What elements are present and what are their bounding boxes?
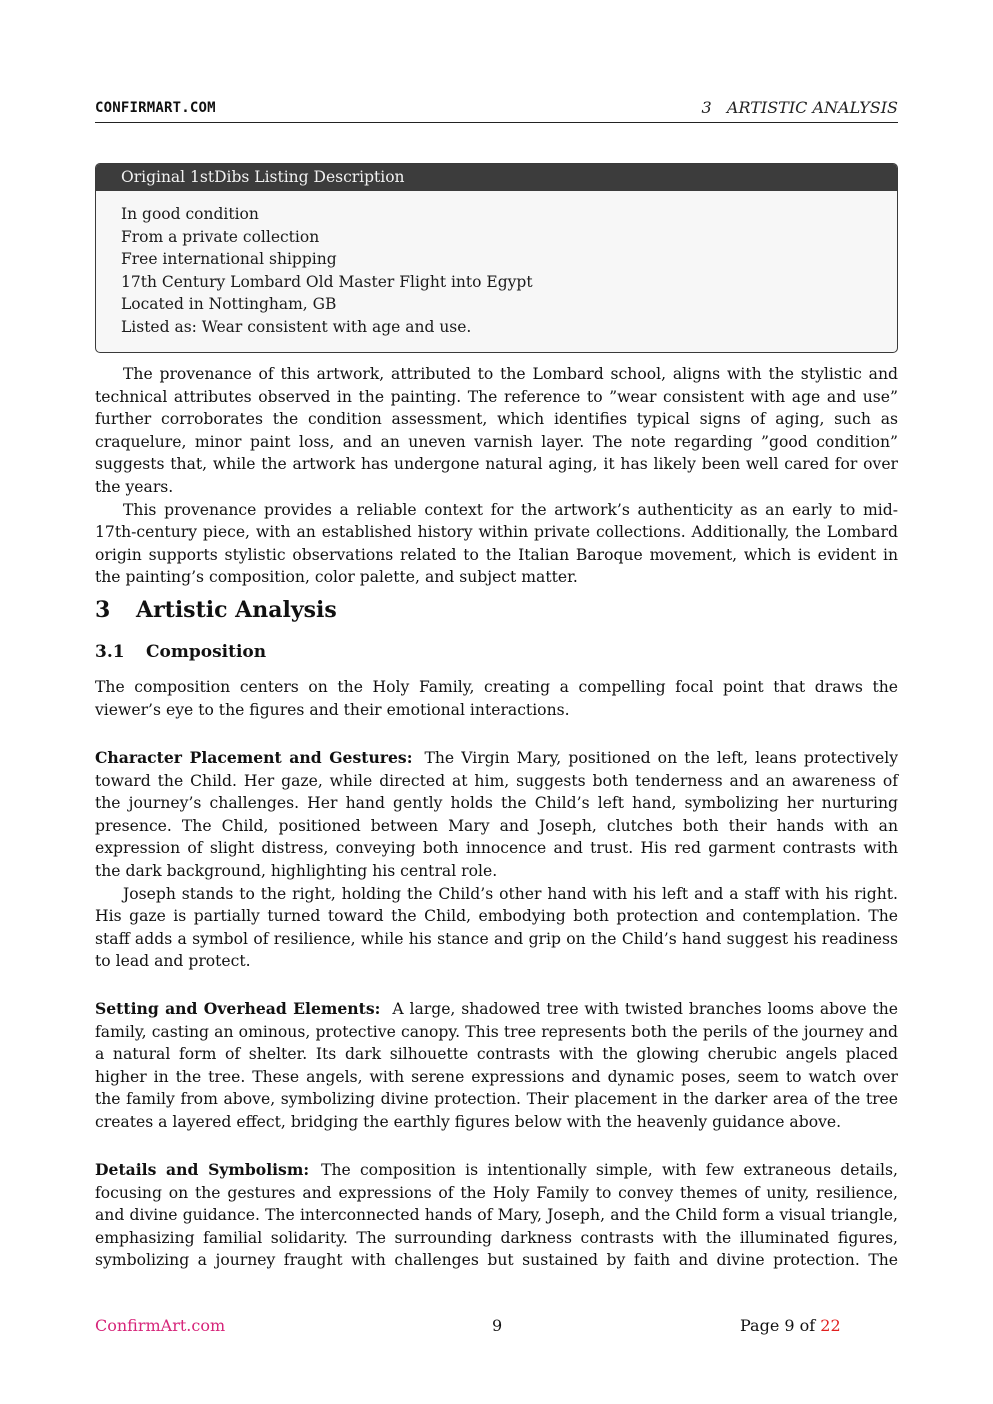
footer-page-number: 9	[492, 1316, 503, 1335]
subsection-heading	[95, 642, 266, 662]
listing-item: Located in Nottingham, GB	[121, 295, 337, 314]
character-lead: Character Placement and Gestures:	[95, 748, 413, 767]
setting-paragraph	[95, 998, 898, 1134]
footer-site-link[interactable]: ConfirmArt.com	[95, 1316, 226, 1335]
subsection-number: 3.1	[95, 642, 125, 662]
details-text: The composition is intentionally simple, with few extraneous details, focusing on the gestures and expressions of the Holy Family to convey themes of unity, resilience, and divine guidance. The interconnected hands of Mary, Joseph, and the Child form a visual triangle, emphasizing familial solidarity. The surrounding darkness contrasts with the illuminated figures, symbolizing a journey fraught with challenges but sustained by faith and divine protection. The	[95, 1161, 898, 1270]
header-section-title: 3 ARTISTIC ANALYSIS	[701, 98, 898, 117]
running-header	[95, 98, 898, 123]
document-page	[95, 0, 898, 1404]
details-paragraph	[95, 1159, 898, 1272]
section-title: Artistic Analysis	[136, 597, 337, 623]
footer-page-total[interactable]: 22	[820, 1316, 841, 1335]
setting-section	[95, 998, 898, 1134]
character-text-1: The Virgin Mary, positioned on the left, leans protectively toward the Child. Her gaze, while directed at him, suggests both tenderness and an awareness of the journey’s challenges. Her hand gently holds the Child’s left hand, symbolizing her nurturing presence. The Child, positioned between Mary and Joseph, clutches both their hands with an expression of slight distress, conveying both innocence and trust. His red garment contrasts with the dark background, highlighting his central role.	[95, 749, 898, 880]
provenance-paragraph-1: The provenance of this artwork, attributed to the Lombard school, aligns with the stylistic and technical attributes observed in the painting. The reference to ”wear consistent with age and use” further corroborates the condition assessment, which identifies typical signs of aging, such as craquelure, minor paint loss, and an uneven varnish layer. The note regarding ”good condition” suggests that, while the artwork has undergone natural aging, it has likely been well cared for over the years.	[95, 365, 898, 496]
details-lead: Details and Symbolism:	[95, 1160, 310, 1179]
character-paragraph-1	[95, 747, 898, 883]
details-section	[95, 1159, 898, 1272]
intro-paragraph: The composition centers on the Holy Family, creating a compelling focal point that draws the viewer’s eye to the figures and their emotional interactions.	[95, 678, 898, 719]
subsection-title: Composition	[146, 642, 267, 662]
section-number: 3	[95, 597, 111, 623]
listing-item: From a private collection	[121, 227, 320, 246]
listing-item: 17th Century Lombard Old Master Flight into Egypt	[121, 272, 533, 291]
listing-items	[96, 191, 897, 339]
listing-item: In good condition	[121, 205, 259, 223]
listing-item: Listed as: Wear consistent with age and use.	[121, 317, 472, 336]
header-brand: CONFIRMART.COM	[95, 100, 216, 116]
listing-box-title: Original 1stDibs Listing Description	[96, 164, 897, 191]
provenance-paragraph-2: This provenance provides a reliable context for the artwork’s authenticity as an early to mid-17th-century piece, with an established history within private collections. Additionally, the Lombard origin supports stylistic observations related to the Italian Baroque movement, which is evident in the painting’s composition, color palette, and subject matter.	[95, 500, 898, 587]
character-paragraph-2: Joseph stands to the right, holding the Child’s other hand with his left and a staff with his right. His gaze is partially turned toward the Child, embodying both protection and contemplation. The staff adds a symbol of resilience, while his stance and grip on the Child’s hand suggest his readiness to lead and protect.	[95, 884, 898, 971]
composition-intro	[95, 676, 898, 721]
section-heading	[95, 597, 337, 623]
footer-page-count	[740, 1316, 841, 1335]
footer-page-label: Page 9 of	[740, 1316, 816, 1335]
provenance-text	[95, 363, 898, 589]
setting-lead: Setting and Overhead Elements:	[95, 999, 381, 1018]
setting-text: A large, shadowed tree with twisted branches looms above the family, casting an ominous, protective canopy. This tree represents both the perils of the journey and a natural form of shelter. Its dark silhouette contrasts with the glowing cherubic angels placed higher in the tree. These angels, with serene expressions and dynamic poses, seem to watch over the family from above, symbolizing divine protection. Their placement in the darker area of the tree creates a layered effect, bridging the earthly figures below with the heavenly guidance above.	[95, 1000, 898, 1131]
listing-item: Free international shipping	[121, 250, 337, 269]
character-section	[95, 747, 898, 973]
listing-description-box	[95, 163, 898, 353]
